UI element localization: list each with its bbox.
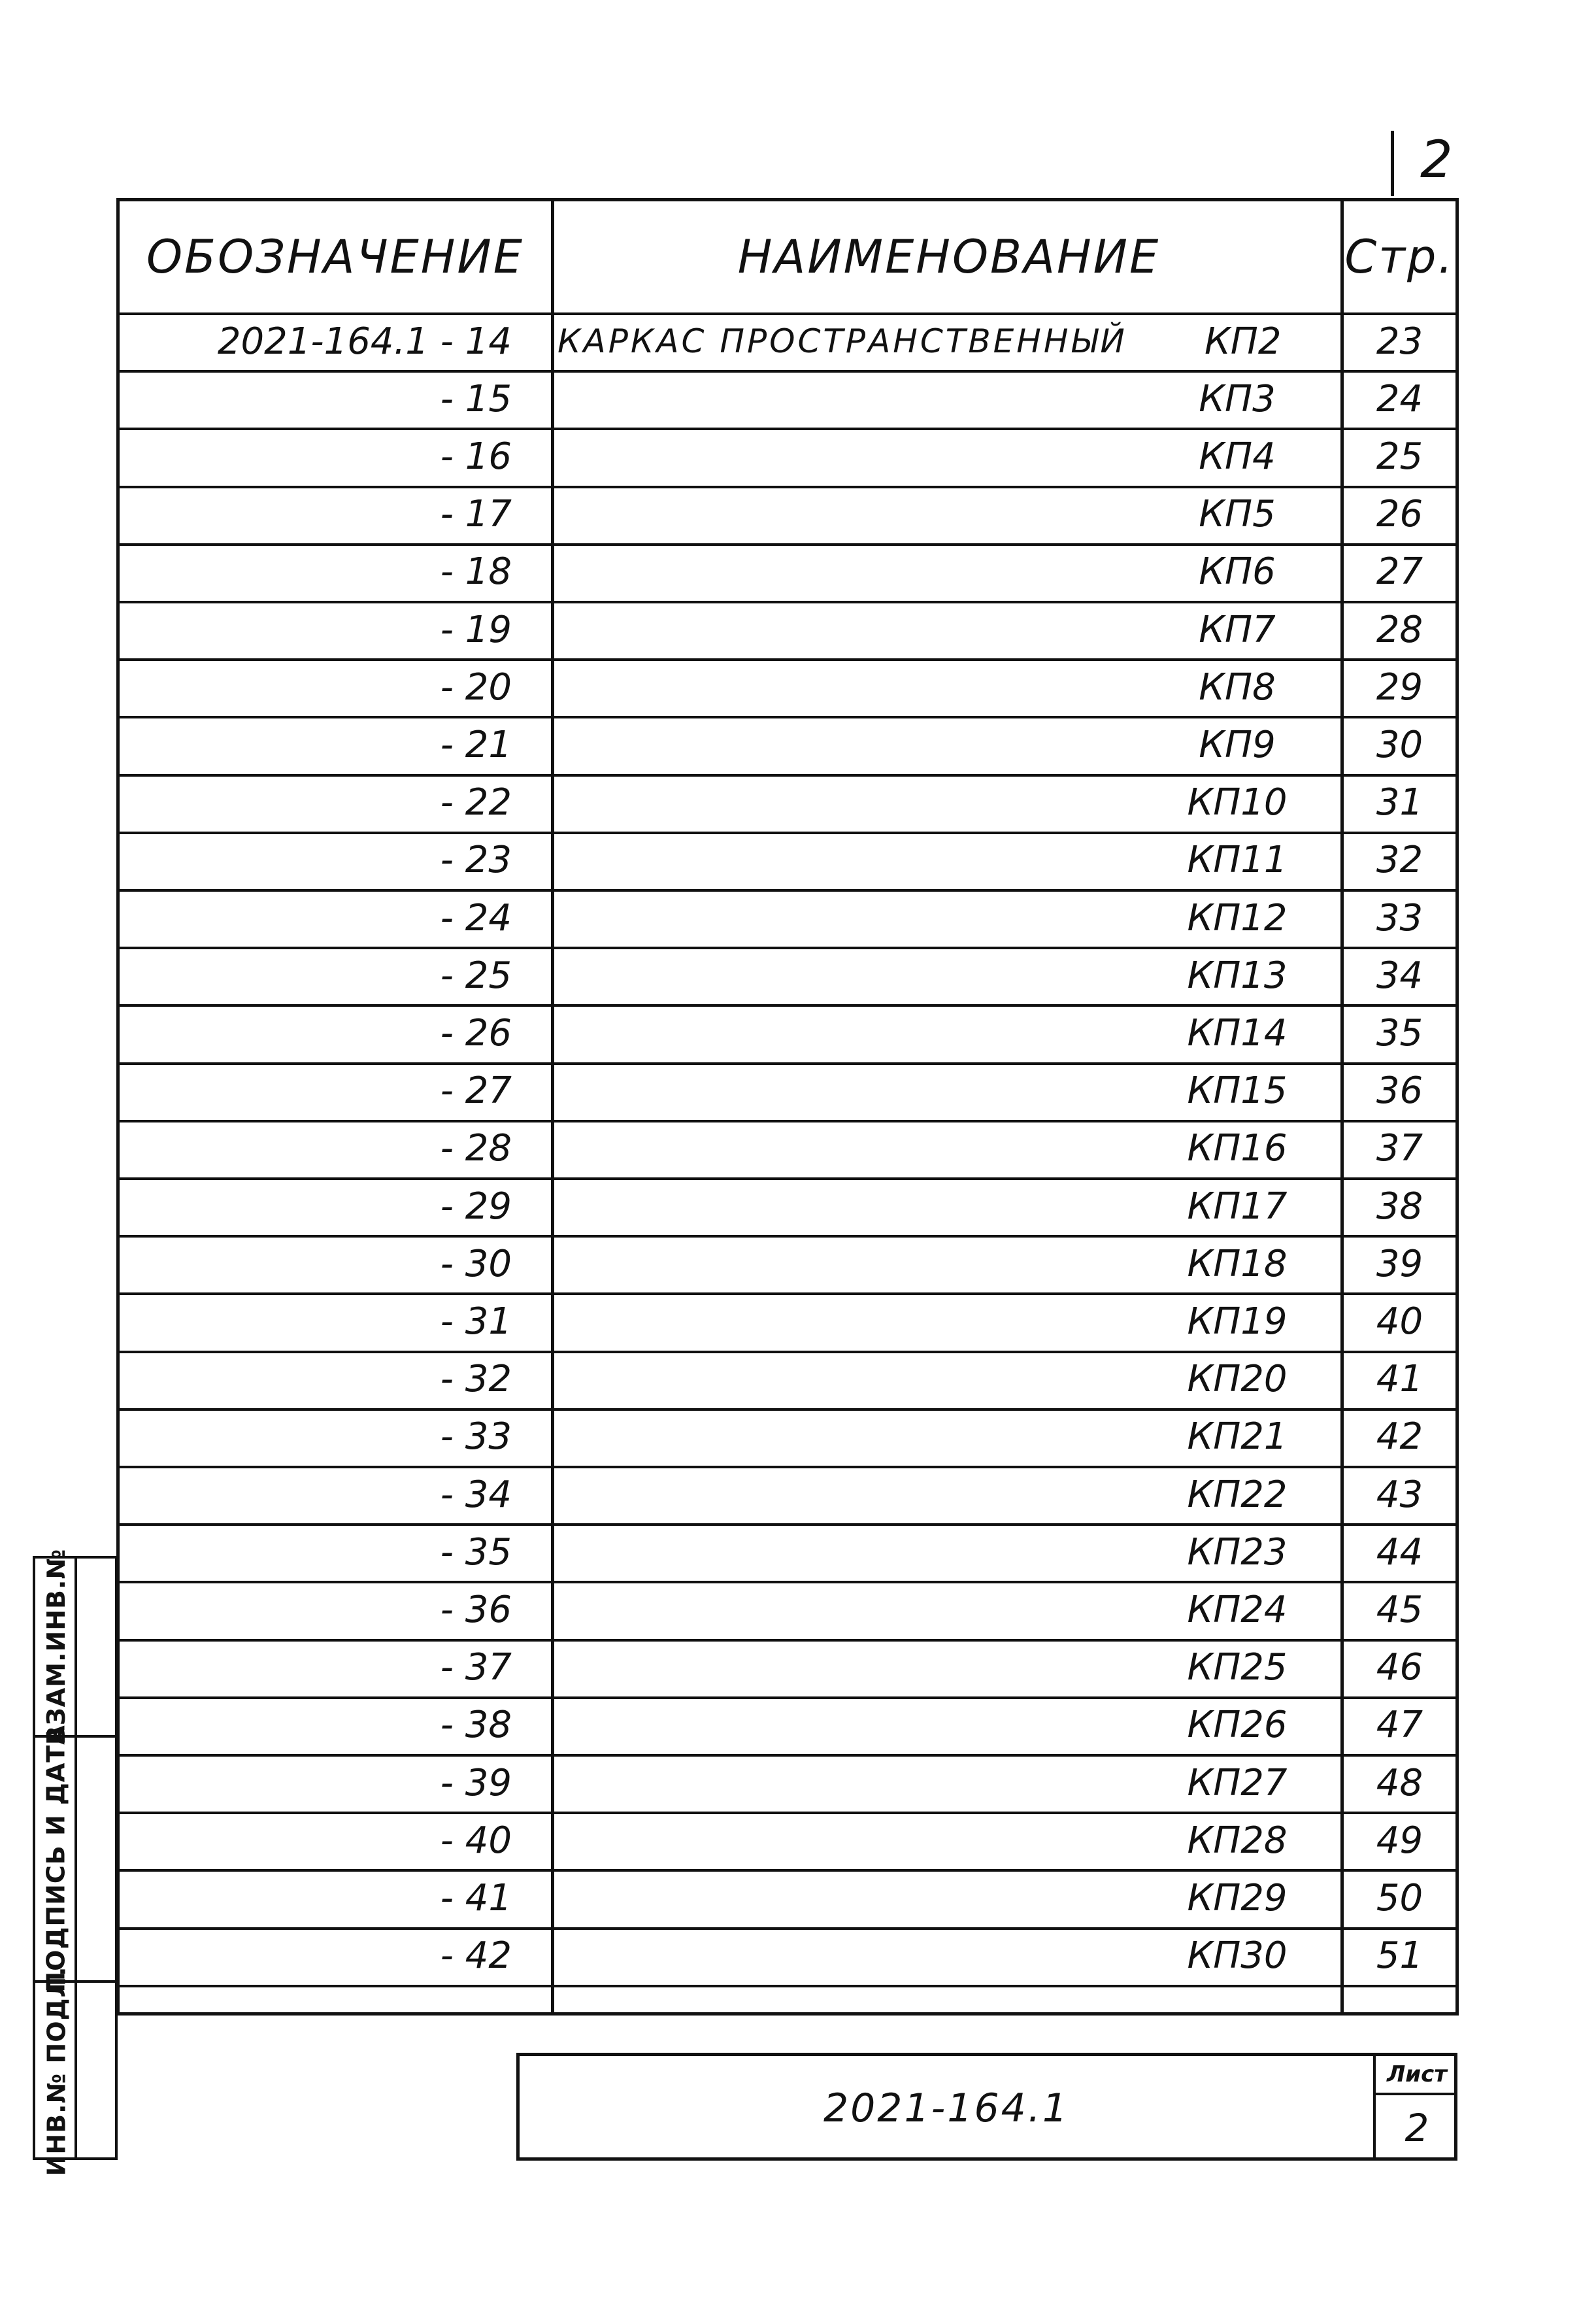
row-divider — [120, 1581, 1455, 1583]
row-code: КП16 — [1187, 1127, 1288, 1170]
row-divider — [120, 1523, 1455, 1526]
header-name: НАИМЕНОВАНИЕ — [737, 230, 1161, 284]
row-divider — [120, 1696, 1455, 1699]
sheet-number: 2 — [1405, 2106, 1429, 2150]
row-code: КП21 — [1187, 1415, 1288, 1459]
row-code: КП2 — [1205, 320, 1282, 363]
side-label-signature-date: ПОДПИСЬ И ДАТА — [42, 1725, 71, 1993]
row-designation: - 15 — [440, 377, 512, 420]
row-divider — [120, 370, 1455, 373]
row-designation: - 16 — [440, 435, 512, 478]
row-code: КП24 — [1187, 1588, 1288, 1631]
row-divider — [120, 1004, 1455, 1007]
row-designation: - 17 — [440, 493, 512, 536]
row-divider — [120, 601, 1455, 603]
row-code: КП17 — [1187, 1185, 1288, 1228]
row-page: 28 — [1376, 608, 1423, 651]
row-code: КП20 — [1187, 1358, 1288, 1401]
row-designation: - 30 — [440, 1242, 512, 1285]
row-page: 50 — [1376, 1876, 1423, 1919]
row-page: 44 — [1376, 1530, 1423, 1574]
row-designation: - 21 — [440, 723, 512, 766]
row-page: 23 — [1376, 320, 1423, 363]
row-divider — [120, 486, 1455, 488]
row-code: КП23 — [1187, 1530, 1288, 1574]
row-divider — [120, 1292, 1455, 1295]
row-designation: 2021-164.1 - 14 — [217, 320, 512, 363]
row-designation: - 36 — [440, 1588, 512, 1631]
row-page: 33 — [1376, 896, 1423, 939]
row-designation: - 39 — [440, 1761, 512, 1804]
row-designation: - 25 — [440, 954, 512, 997]
row-designation: - 19 — [440, 608, 512, 651]
row-page: 36 — [1376, 1070, 1423, 1113]
row-page: 31 — [1376, 781, 1423, 824]
row-code: КП11 — [1187, 839, 1288, 882]
row-divider — [120, 1639, 1455, 1642]
row-name: КАРКАС ПРОСТРАНСТВЕННЫЙ — [557, 322, 1127, 360]
document-code: 2021-164.1 — [823, 2085, 1070, 2131]
row-designation: - 35 — [440, 1530, 512, 1574]
row-divider — [120, 947, 1455, 949]
row-page: 26 — [1376, 493, 1423, 536]
row-designation: - 27 — [440, 1070, 512, 1113]
row-page: 34 — [1376, 954, 1423, 997]
row-page: 45 — [1376, 1588, 1423, 1631]
row-code: КП10 — [1187, 781, 1288, 824]
header-divider — [120, 312, 1455, 315]
row-page: 29 — [1376, 666, 1423, 709]
row-designation: - 20 — [440, 666, 512, 709]
row-divider — [120, 1235, 1455, 1238]
row-divider — [120, 889, 1455, 892]
row-page: 47 — [1376, 1704, 1423, 1747]
row-divider — [120, 658, 1455, 661]
row-page: 42 — [1376, 1415, 1423, 1459]
row-code: КП18 — [1187, 1242, 1288, 1285]
row-divider — [120, 1120, 1455, 1122]
header-designation: ОБОЗНАЧЕНИЕ — [146, 230, 525, 284]
row-code: КП7 — [1199, 608, 1276, 651]
row-page: 48 — [1376, 1761, 1423, 1804]
row-divider — [120, 1408, 1455, 1411]
row-page: 24 — [1376, 377, 1423, 420]
row-divider — [120, 832, 1455, 834]
row-designation: - 34 — [440, 1473, 512, 1516]
row-page: 32 — [1376, 839, 1423, 882]
row-code: КП6 — [1199, 550, 1276, 594]
row-code: КП29 — [1187, 1876, 1288, 1919]
row-designation: - 37 — [440, 1646, 512, 1689]
sheet-corner-number-text: 2 — [1420, 131, 1453, 190]
row-designation: - 22 — [440, 781, 512, 824]
row-page: 27 — [1376, 550, 1423, 594]
row-designation: - 31 — [440, 1300, 512, 1343]
row-designation: - 41 — [440, 1876, 512, 1919]
row-code: КП22 — [1187, 1473, 1288, 1516]
row-code: КП19 — [1187, 1300, 1288, 1343]
sheet-label: Лист — [1387, 2061, 1447, 2087]
row-code: КП5 — [1199, 493, 1276, 536]
column-divider — [551, 201, 554, 2012]
row-designation: - 32 — [440, 1358, 512, 1401]
row-code: КП13 — [1187, 954, 1288, 997]
row-page: 46 — [1376, 1646, 1423, 1689]
row-divider — [120, 1466, 1455, 1468]
row-divider — [120, 1177, 1455, 1180]
row-designation: - 26 — [440, 1011, 512, 1054]
row-page: 40 — [1376, 1300, 1423, 1343]
row-page: 51 — [1376, 1934, 1423, 1978]
side-stamp — [33, 1548, 118, 2176]
row-designation: - 24 — [440, 896, 512, 939]
row-code: КП15 — [1187, 1070, 1288, 1113]
row-code: КП25 — [1187, 1646, 1288, 1689]
row-divider — [120, 1812, 1455, 1814]
row-page: 37 — [1376, 1127, 1423, 1170]
row-divider — [120, 1869, 1455, 1872]
row-page: 30 — [1376, 723, 1423, 766]
row-page: 41 — [1376, 1358, 1423, 1401]
row-code: КП28 — [1187, 1819, 1288, 1862]
row-page: 49 — [1376, 1819, 1423, 1862]
row-divider — [120, 1062, 1455, 1065]
row-designation: - 38 — [440, 1704, 512, 1747]
row-divider — [120, 716, 1455, 718]
row-page: 43 — [1376, 1473, 1423, 1516]
row-code: КП26 — [1187, 1704, 1288, 1747]
row-code: КП14 — [1187, 1011, 1288, 1054]
row-divider — [120, 1985, 1455, 1987]
row-code: КП3 — [1199, 377, 1276, 420]
row-page: 38 — [1376, 1185, 1423, 1228]
side-label-original-inv: ИНВ.№ ПОДЛ. — [42, 1966, 71, 2176]
row-divider — [120, 1754, 1455, 1757]
row-designation: - 23 — [440, 839, 512, 882]
row-page: 35 — [1376, 1011, 1423, 1054]
sheet-corner-number — [1391, 131, 1472, 196]
side-label-replaced-inv: ВЗАМ.ИНВ.№ — [42, 1548, 71, 1746]
title-block — [516, 2053, 1457, 2161]
row-designation: - 18 — [440, 550, 512, 594]
row-code: КП27 — [1187, 1761, 1288, 1804]
row-page: 39 — [1376, 1242, 1423, 1285]
row-divider — [120, 774, 1455, 777]
row-designation: - 40 — [440, 1819, 512, 1862]
row-code: КП8 — [1199, 666, 1276, 709]
contents-table — [116, 198, 1459, 2016]
row-divider — [120, 543, 1455, 546]
row-designation: - 33 — [440, 1415, 512, 1459]
row-code: КП12 — [1187, 896, 1288, 939]
row-divider — [120, 1351, 1455, 1353]
row-designation: - 42 — [440, 1934, 512, 1978]
row-page: 25 — [1376, 435, 1423, 478]
row-code: КП9 — [1199, 723, 1276, 766]
row-designation: - 28 — [440, 1127, 512, 1170]
row-divider — [120, 428, 1455, 430]
row-divider — [120, 1927, 1455, 1930]
row-designation: - 29 — [440, 1185, 512, 1228]
row-code: КП30 — [1187, 1934, 1288, 1978]
header-page: Стр. — [1344, 230, 1455, 284]
row-code: КП4 — [1199, 435, 1276, 478]
